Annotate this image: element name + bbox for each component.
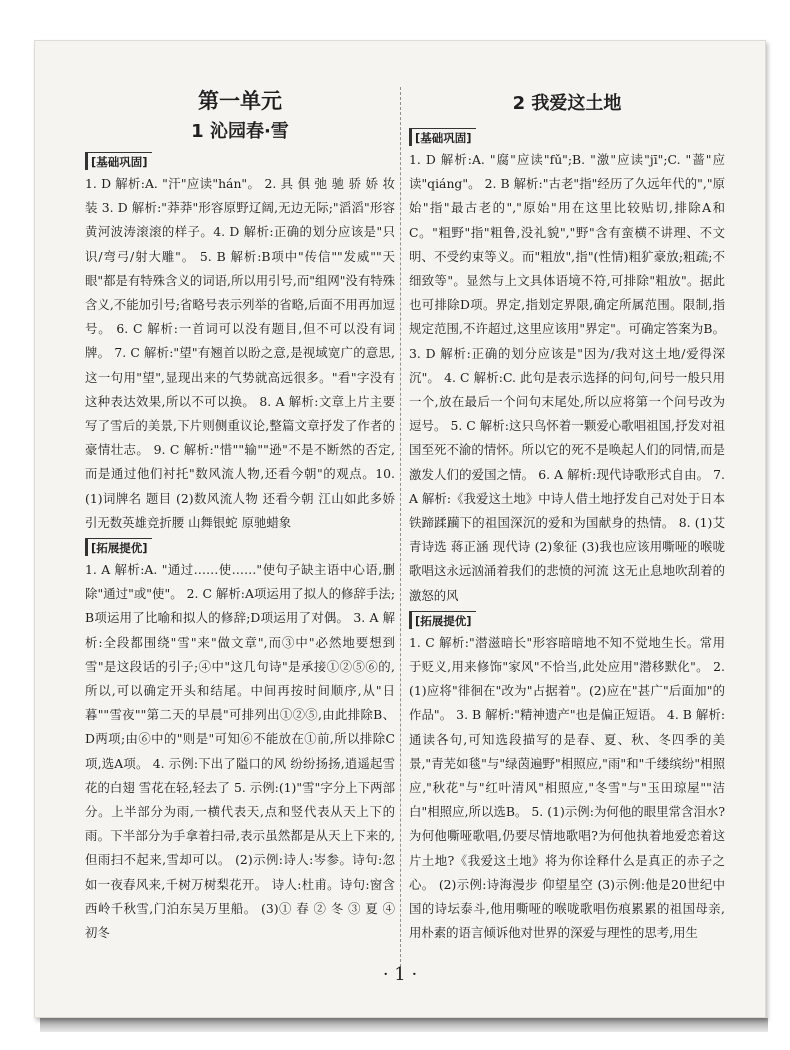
section-label-extend: [拓展提优] [85,538,152,556]
column-divider [400,87,401,967]
answers-extend-1: 1. A 解析:A. "通过……使……"使句子缺主语中心语,删除"通过"或"使"。 2. C 解析:A项运用了拟人的修辞手法;B项运用了比喻和拟人的修辞;D项运用了对偶。 3. A 解析:全段都围绕"雪"来"做文章",而③中"必然地要想到雪"是这段话的引子;④中"这几句诗"是承接①②⑤⑥的,所以,可以确定开头和结尾。中间再按时间顺序,从"日暮""雪夜""第二天的早晨"可排列出①②⑤,由此排除B、D两项;由⑥中的"则是"可知⑥不能放在①前,所以排除C项,选A项。 4. 示例:下出了隘口的风 纷纷扬扬,逍遥起雪花的白翅 雪花在轻,轻去了 5. 示例:(1)"雪"字分上下两部分。上半部分为雨,一横代表天,点和竖代表从天上下的雨。下半部分为手拿着扫帚,表示虽然都是从天上下来的,但雨扫不起来,雪却可以。 (2)示例:诗人:岑参。诗句:忽如一夜春风来,千树万树梨花开。 诗人:杜甫。诗句:窗含西岭千秋雪,门泊东吴万里船。 (3)① 春 ② 冬 ③ 夏 ④ 初冬 [85,562,395,941]
answers-basic-1: 1. D 解析:A. "汗"应读"hán"。 2. 具 俱 弛 驰 骄 娇 妆 装 3. D 解析:"莽莽"形容原野辽阔,无边无际;"滔滔"形容黄河波涛滚滚的样子。4. D 解析:正确的划分应该是"只识/弯弓/射大雕"。 5. B 解析:B项中"传信""发威""天眼"都是有特殊含义的词语,所以用引号,而"组网"没有特殊含义,不能加引号;省略号表示列举的省略,后面不用再加逗号。 6. C 解析:一首词可以没有题目,但不可以没有词牌。 7. C 解析:"望"有翘首以盼之意,是视域宽广的意思,这一句用"望",显现出来的气势就高远很多。"看"字没有这种表达效果,所以不可以换。 8. A 解析:文章上片主要写了雪后的美景,下片则侧重议论,整篇文章抒发了作者的豪情壮志。 9. C 解析:"惜""输""逊"不是不断然的否定,而是通过他们衬托"数风流人物,还看今朝"的观点。10. (1)词牌名 题目 (2)数风流人物 还看今朝 江山如此多娇 引无数英雄竞折腰 山舞银蛇 原驰蜡象 [85,176,395,530]
right-column [409,85,725,946]
page-shadow [40,1018,768,1032]
lesson-title-1: 1 沁园春·雪 [191,121,289,142]
unit-title: 第一单元 [198,89,282,113]
answers-extend-2: 1. C 解析:"潜滋暗长"形容暗暗地不知不觉地生长。常用于贬义,用来修饰"家风"不恰当,此处应用"潜移默化"。 2. (1)应将"徘徊在"改为"占据着"。(2)应在"甚广"后面加"的作品"。 3. B 解析:"精神遗产"也是偏正短语。 4. B 解析:通读各句,可知选段描写的是春、夏、秋、冬四季的美景,"青芜如毯"与"绿茵遍野"相照应,"雨"和"千缕缤纷"相照应,"秋花"与"红叶清风"相照应,"冬雪"与"玉田琼屋""洁白"相照应,所以选B。 5. (1)示例:为何他的眼里常含泪水?为何他嘶哑歌唱,仍要尽情地歌唱?为何他执着地爱恋着这片土地?《我爱这土地》将为你诠释什么是真正的赤子之心。 (2)示例:诗海漫步 仰望星空 (3)示例:他是20世纪中国的诗坛泰斗,他用嘶哑的喉咙歌唱伤痕累累的祖国母亲,用朴素的语言倾诉他对世界的深爱与理性的思考,用生 [409,634,725,941]
page-number: · 1 · [382,964,418,985]
answers-basic-2: 1. D 解析:A. "腐"应读"fǔ";B. "激"应读"jī";C. "蔷"应读"qiáng"。 2. B 解析:"古老"指"经历了久远年代的","原始"指"最古老的","原始"用在这里比较贴切,排除A和C。"粗野"指"粗鲁,没礼貌","野"含有蛮横不讲理、不文明、不受约束等义。而"粗放",指"(性情)粗犷豪放;粗疏;不细致等"。显然与上文具体语境不符,可排除"粗放"。据此也可排除D项。界定,指划定界限,确定所属范围。限制,指规定范围,不许超过,这里应该用"界定"。可确定答案为B。 3. D 解析:正确的划分应该是"因为/我对这土地/爱得深沉"。 4. C 解析:C. 此句是表示选择的问句,问号一般只用一个,放在最后一个问句末尾处,所以应将第一个问号改为逗号。 5. C 解析:这只鸟怀着一颗爱心歌唱祖国,抒发对祖国至死不渝的情怀。所以它的死不是唤起人们的同情,而是激发人们的爱国之情。 6. A 解析:现代诗歌形式自由。 7. A 解析:《我爱这土地》中诗人借土地抒发自己对处于日本铁蹄蹂躏下的祖国深沉的爱和为国献身的热情。 8. (1)艾青诗选 蒋正涵 现代诗 (2)象征 (3)我也应该用嘶哑的喉咙歌唱这永远汹涌着我们的悲愤的河流 这无止息地吹刮着的激怒的风 [409,152,725,603]
section-label-basic: [基础巩固] [85,152,152,170]
section-label-extend: [拓展提优] [409,611,476,629]
lesson-title-2: 2 我爱这土地 [512,93,622,114]
section-label-basic: [基础巩固] [409,128,476,146]
left-column [85,85,395,945]
book-page [34,40,766,1018]
